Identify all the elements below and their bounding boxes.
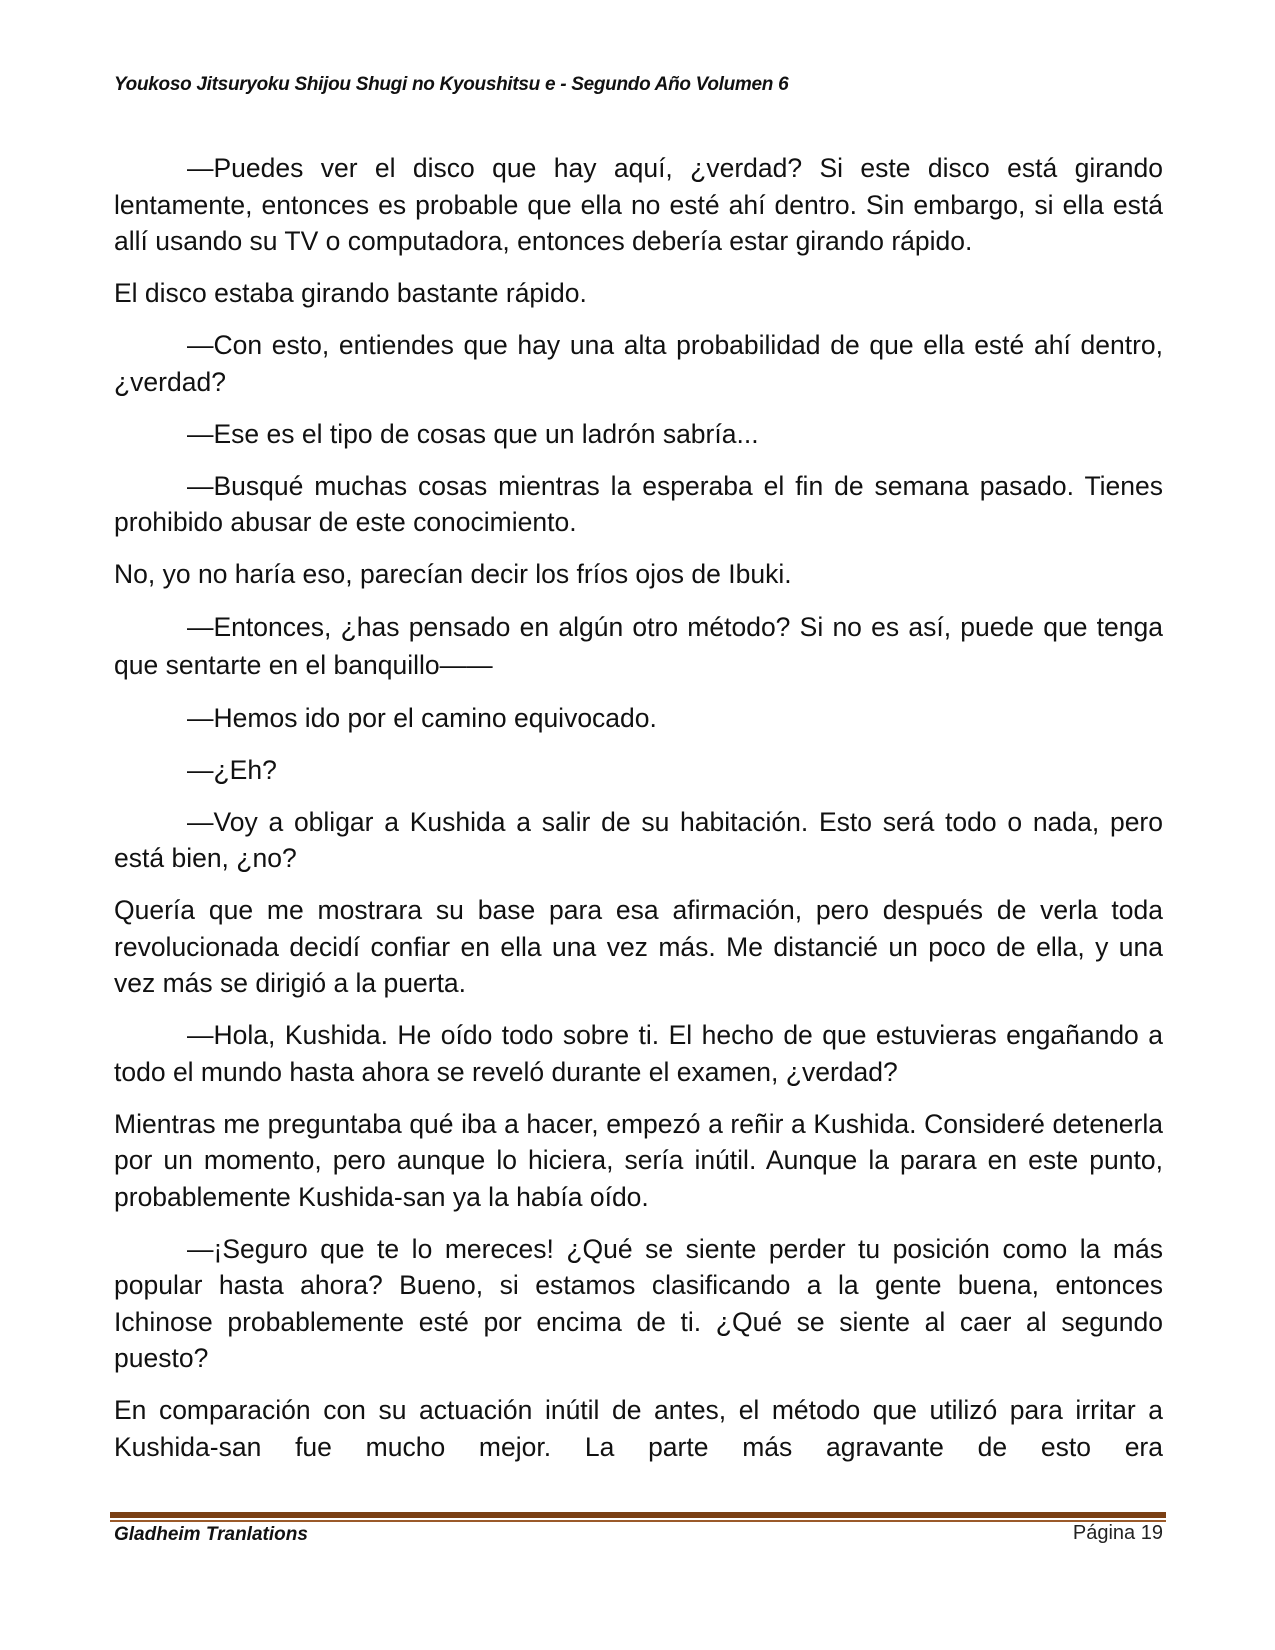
paragraph: No, yo no haría eso, parecían decir los fríos ojos de Ibuki.: [114, 559, 792, 589]
paragraph: —Ese es el tipo de cosas que un ladrón sabría...: [187, 418, 759, 449]
paragraph: —Hemos ido por el camino equivocado.: [187, 702, 657, 733]
paragraph: En comparación con su actuación inútil de antes, el método que utilizó para irritar a Kushida-san fue mucho mejor. La parte más agravante de esto era: [114, 1395, 1163, 1462]
paragraph: Quería que me mostrara su base para esa afirmación, pero después de verla toda revolucionada decidí confiar en ella una vez más. Me distancié un poco de ella, y una vez más se dirigió a la puerta.: [114, 895, 1163, 998]
paragraph: —Busqué muchas cosas mientras la esperaba el fin de semana pasado. Tienes prohibido abusar de este conocimiento.: [114, 470, 1163, 537]
paragraph: —Hola, Kushida. He oído todo sobre ti. El hecho de que estuvieras engañando a todo el mundo hasta ahora se reveló durante el examen, ¿verdad?: [114, 1020, 1163, 1087]
page-number-value: 19: [1140, 1522, 1163, 1544]
body-text: [114, 150, 1163, 1481]
page-number: [1073, 1522, 1163, 1545]
paragraph: —Con esto, entiendes que hay una alta probabilidad de que ella esté ahí dentro, ¿verdad?: [114, 330, 1163, 397]
paragraph: —Entonces, ¿has pensado en algún otro método? Si no es así, puede que tenga que sentarte en el banquillo——: [114, 612, 1163, 680]
paragraph: El disco estaba girando bastante rápido.: [114, 278, 587, 308]
footer-rule-thin: [110, 1520, 1166, 1522]
paragraph: —Voy a obligar a Kushida a salir de su habitación. Esto será todo o nada, pero está bien, ¿no?: [114, 806, 1163, 873]
running-header: Youkoso Jitsuryoku Shijou Shugi no Kyoushitsu e - Segundo Año Volumen 6: [114, 74, 789, 95]
paragraph: —¡Seguro que te lo mereces! ¿Qué se siente perder tu posición como la más popular hasta ahora? Bueno, si estamos clasificando a la gente buena, entonces Ichinose probablemente esté por encima de ti. ¿Qué se siente al caer al segundo puesto?: [114, 1233, 1163, 1373]
paragraph: —Puedes ver el disco que hay aquí, ¿verdad? Si este disco está girando lentamente, entonces es probable que ella no esté ahí dentro. Sin embargo, si ella está allí usando su TV o computadora, entonces debería estar girando rápido.: [114, 153, 1163, 256]
footer-rule: [110, 1512, 1166, 1518]
paragraph: Mientras me preguntaba qué iba a hacer, empezó a reñir a Kushida. Consideré detenerla por un momento, pero aunque lo hiciera, sería inútil. Aunque la parara en este punto, probablemente Kushida-san ya la había oído.: [114, 1108, 1163, 1212]
footer-credit: Gladheim Tranlations: [114, 1524, 308, 1545]
paragraph: —¿Eh?: [187, 754, 277, 785]
page-label: Página: [1072, 1522, 1136, 1544]
